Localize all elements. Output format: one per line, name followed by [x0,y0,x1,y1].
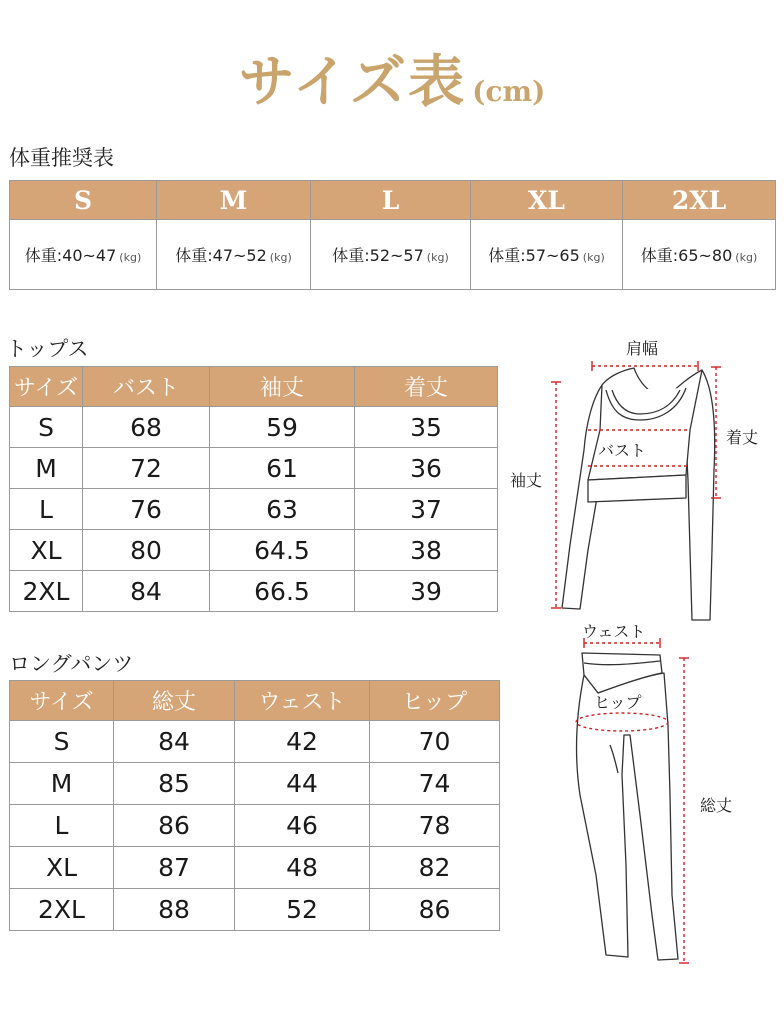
table-row [10,448,498,489]
weight-size-header: S [10,181,157,220]
weight-size-header: 2XL [623,181,776,220]
tops-cell: 38 [355,530,498,571]
weight-size-header: L [311,181,471,220]
weight-value-row [10,220,776,290]
pants-header-row [10,681,500,721]
pants-table [9,680,500,931]
tops-cell: 37 [355,489,498,530]
tops-cell: S [10,407,83,448]
weight-size-header: M [157,181,311,220]
tops-cell: 68 [83,407,210,448]
bust-label: バスト [598,441,647,460]
weight-range: 体重:57~65 [488,246,580,265]
weight-unit: (kg) [269,251,292,264]
pants-cell: 74 [370,763,500,805]
tops-table [9,366,498,612]
weight-range: 体重:52~57 [332,246,424,265]
pants-cell: 46 [235,805,370,847]
tops-cell: 80 [83,530,210,571]
hip-label: ヒップ [594,693,642,712]
weight-range: 体重:40~47 [24,246,117,265]
tops-cell: 76 [83,489,210,530]
pants-cell: 82 [370,847,500,889]
tops-cell: 61 [210,448,355,489]
tops-cell: 35 [355,407,498,448]
table-row [10,805,500,847]
pants-cell: 86 [114,805,235,847]
tops-header-size: サイズ [10,367,83,407]
title-unit: (cm) [472,75,546,108]
weight-unit: (kg) [582,251,605,264]
tops-section-label: トップス [6,337,89,361]
weight-table [9,180,776,290]
pants-header-hip: ヒップ [370,681,500,721]
long-sleeve-top-illustration [562,368,715,620]
tops-diagram [500,330,784,630]
waist-label: ウェスト [582,622,646,641]
pants-cell: M [10,763,114,805]
weight-cell [471,220,623,290]
tops-cell: XL [10,530,83,571]
pants-cell: 52 [235,889,370,931]
pants-header-size: サイズ [10,681,114,721]
tops-cell: M [10,448,83,489]
title-main: サイズ表 [238,49,467,115]
pants-cell: S [10,721,114,763]
weight-unit: (kg) [426,251,449,264]
pants-cell: XL [10,847,114,889]
pants-diagram [560,615,784,975]
tops-cell: 66.5 [210,571,355,612]
tops-cell: 59 [210,407,355,448]
weight-range: 体重:47~52 [175,246,267,265]
tops-header-length: 着丈 [355,367,498,407]
length-label: 着丈 [726,428,759,447]
weight-range: 体重:65~80 [640,246,733,265]
pants-cell: 84 [114,721,235,763]
table-row [10,530,498,571]
pants-section-label: ロングパンツ [9,652,134,676]
table-row [10,763,500,805]
tops-cell: 72 [83,448,210,489]
tops-cell: 2XL [10,571,83,612]
table-row [10,489,498,530]
table-row [10,721,500,763]
table-row [10,571,498,612]
pants-cell: 44 [235,763,370,805]
pants-cell: 86 [370,889,500,931]
pants-cell: 78 [370,805,500,847]
weight-header-row [10,181,776,220]
tops-cell: 39 [355,571,498,612]
pants-cell: 42 [235,721,370,763]
tops-cell: L [10,489,83,530]
tops-header-sleeve: 袖丈 [210,367,355,407]
weight-unit: (kg) [735,251,758,264]
pants-cell: 88 [114,889,235,931]
weight-size-header: XL [471,181,623,220]
weight-cell [10,220,157,290]
pants-cell: 48 [235,847,370,889]
table-row [10,889,500,931]
pants-header-waist: ウェスト [235,681,370,721]
pants-header-length: 総丈 [114,681,235,721]
table-row [10,847,500,889]
weight-unit: (kg) [119,251,142,264]
weight-cell [311,220,471,290]
pants-cell: 70 [370,721,500,763]
weight-cell [157,220,311,290]
page-title [0,38,784,118]
pants-cell: 87 [114,847,235,889]
pants-cell: 2XL [10,889,114,931]
tops-cell: 64.5 [210,530,355,571]
weight-cell [623,220,776,290]
pants-cell: 85 [114,763,235,805]
pants-cell: L [10,805,114,847]
table-row [10,407,498,448]
tops-header-bust: バスト [83,367,210,407]
tops-cell: 63 [210,489,355,530]
total-length-label: 総丈 [700,796,733,815]
tops-cell: 84 [83,571,210,612]
tops-header-row [10,367,498,407]
weight-section-label: 体重推奨表 [9,146,114,170]
shoulder-label: 肩幅 [626,339,659,358]
sleeve-label: 袖丈 [510,471,543,490]
tops-cell: 36 [355,448,498,489]
